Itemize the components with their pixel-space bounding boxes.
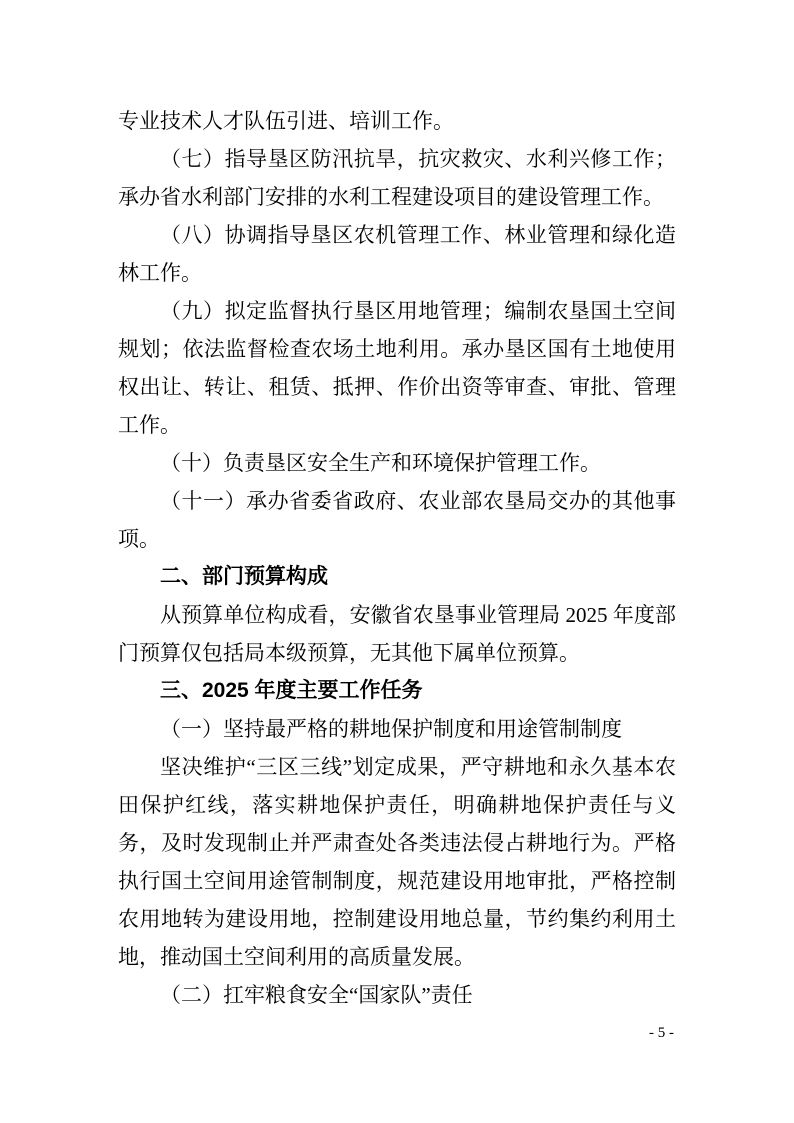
section-heading-2025-main-tasks: 三、2025 年度主要工作任务 [160,679,423,702]
subsection-title-task-1: （一）坚持最严格的耕地保护制度和用途管制制度 [160,717,622,741]
paragraph-duty-7: （七）指导垦区防汛抗旱，抗灾救灾、水利兴修工作；承办省水利部门安排的水利工程建设项目的建设管理工作。 [118,147,676,209]
paragraph-duty-9: （九）拟定监督执行垦区用地管理；编制农垦国土空间规划；依法监督检查农场土地利用。承办垦区国有土地使用权出让、转让、租赁、抵押、作价出资等审查、审批、管理工作。 [118,299,676,437]
paragraph-duty-8: （八）协调指导垦区农机管理工作、林业管理和绿化造林工作。 [118,223,676,285]
paragraph-duty-11: （十一）承办省委省政府、农业部农垦局交办的其他事项。 [118,489,676,551]
paragraph-continuation: 专业技术人才队伍引进、培训工作。 [118,109,454,133]
document-body [118,102,676,1014]
section-heading-budget-composition: 二、部门预算构成 [160,565,328,588]
page-number: - 5 - [649,1025,674,1041]
paragraph-task-1-detail: 坚决维护“三区三线”划定成果，严守耕地和永久基本农田保护红线，落实耕地保护责任，明确耕地保护责任与义务，及时发现制止并严肃查处各类违法侵占耕地行为。严格执行国土空间用途管制制度，规范建设用地审批，严格控制农用地转为建设用地，控制建设用地总量，节约集约利用土地，推动国土空间利用的高质量发展。 [118,755,676,969]
paragraph-budget-composition: 从预算单位构成看，安徽省农垦事业管理局 2025 年度部门预算仅包括局本级预算，无其他下属单位预算。 [118,603,676,665]
subsection-title-task-2: （二）扛牢粮食安全“国家队”责任 [160,983,473,1007]
paragraph-duty-10: （十）负责垦区安全生产和环境保护管理工作。 [160,451,601,475]
